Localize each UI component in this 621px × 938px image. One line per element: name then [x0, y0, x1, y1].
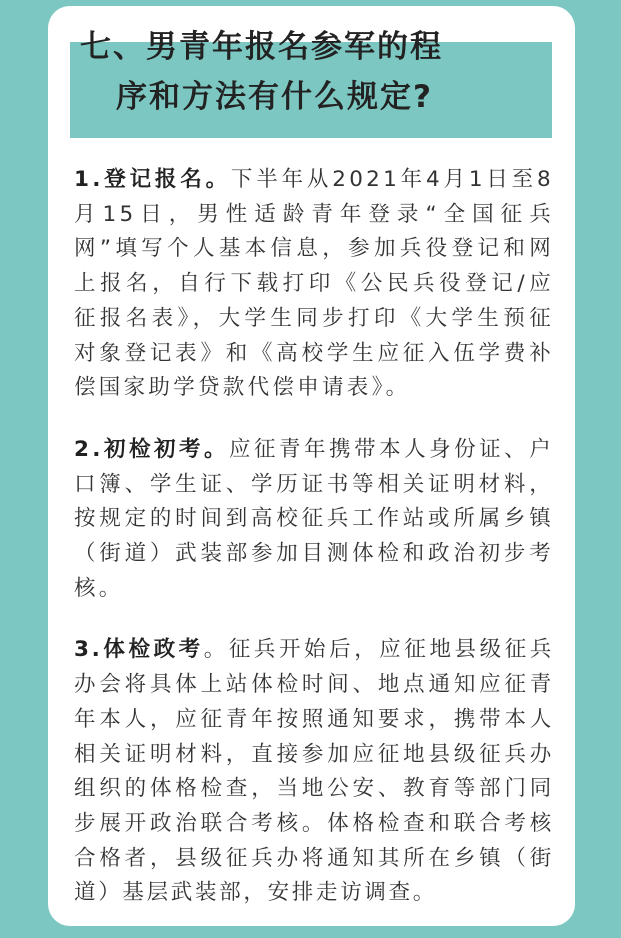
section-text: 下半年从2021年4月1日至8月15日，男性适龄青年登录“全国征兵网”填写个人基本信息，参加兵役登记和网上报名，自行下载打印《公民兵役登记/应征报名表》，大学生同步打印《大学生预征对象登记表》和《高校学生应征入伍学费补偿国家助学贷款代偿申请表》。 [74, 167, 554, 401]
section-heading: 3.体检政考 [74, 637, 204, 663]
section-initial-check [74, 433, 554, 607]
title-line-2: 序和方法有什么规定? [116, 79, 433, 115]
title-line-1: 七、男青年报名参军的程 [80, 29, 443, 65]
section-heading: 2.初检初考。 [74, 436, 230, 462]
section-registration [74, 163, 554, 406]
section-text: 。征兵开始后，应征地县级征兵办会将具体上站体检时间、地点通知应征青年本人，应征青年按照通知要求，携带本人相关证明材料，直接参加应征地县级征兵办组织的体格检查，当地公安、教育等部门同步展开政治联合考核。体格检查和联合考核合格者，县级征兵办将通知其所在乡镇（街道）基层武装部，安排走访调查。 [74, 637, 554, 906]
section-heading: 1.登记报名。 [74, 167, 231, 192]
page-title [80, 22, 550, 122]
article-body [74, 163, 554, 938]
section-physical-political-check [74, 633, 554, 911]
section-text: 应征青年携带本人身份证、户口簿、学生证、学历证书等相关证明材料，按规定的时间到高校征兵工作站或所属乡镇（街道）武装部参加目测体检和政治初步考核。 [74, 436, 554, 601]
